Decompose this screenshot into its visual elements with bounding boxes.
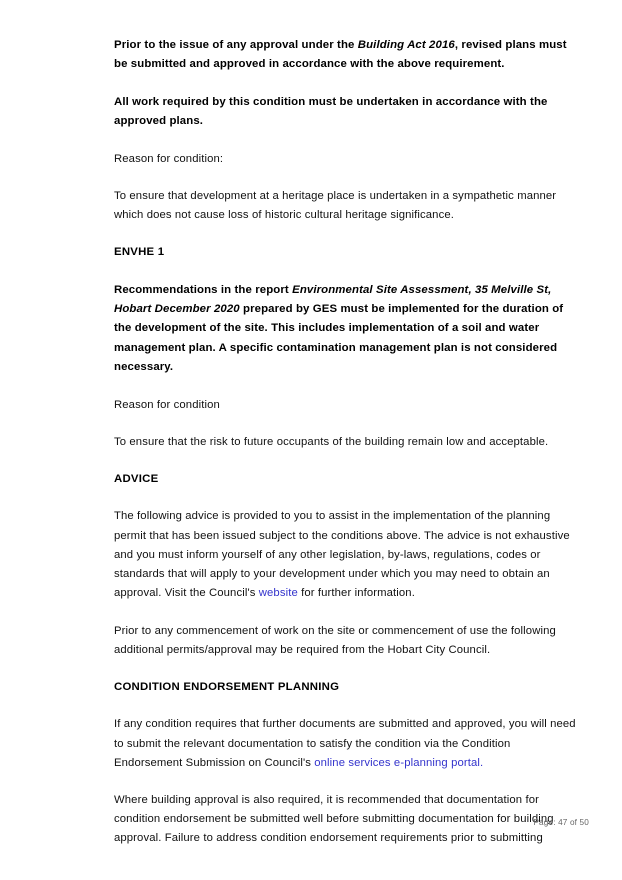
reason-for-condition-label-2: Reason for condition xyxy=(114,398,220,411)
heading-envhe-1: ENVHE 1 xyxy=(114,246,165,259)
page-number-footer: Page: 47 of 50 xyxy=(533,818,589,827)
advice-intro-paragraph xyxy=(114,507,579,603)
heading-condition-endorsement-planning: CONDITION ENDORSEMENT PLANNING xyxy=(114,680,340,693)
reason-for-condition-text-1: To ensure that development at a heritage place is undertaken in a sympathetic manner which does not cause loss of historic cultural heritage significance. xyxy=(114,189,557,222)
building-approval-paragraph: Where building approval is also required, it is recommended that documentation for condition endorsement be submitted well before submitting documentation for building approval. Failure to address condition endorsement requirements prior to submitting xyxy=(114,793,554,845)
condition-building-act-lead: Prior to the issue of any approval under the xyxy=(114,39,358,51)
condition-envhe-tail: prepared by GES must be implemented for the duration of the development of the site. This includes implementation of a soil and water management plan. A specific contamination management plan is not considered necessary. xyxy=(114,303,564,374)
eplanning-portal-link[interactable]: online services e-planning portal. xyxy=(314,756,484,769)
condition-endorsement-lead: If any condition requires that further documents are submitted and approved, you will need to submit the relevant documentation to satisfy the condition via the Condition Endorsement Submission on Council's xyxy=(114,718,576,769)
condition-envhe-lead: Recommendations in the report xyxy=(114,283,293,296)
condition-endorsement-submission-paragraph xyxy=(114,715,579,773)
reason-for-condition-label-1: Reason for condition: xyxy=(114,152,224,165)
heading-advice: ADVICE xyxy=(114,473,159,486)
advice-permits-paragraph: Prior to any commencement of work on the site or commencement of use the following additional permits/approval may be required from the Hobart City Council. xyxy=(114,624,556,656)
condition-building-act-tail: , revised plans must be submitted and approved in accordance with the above requirement. xyxy=(114,39,567,71)
building-act-citation: Building Act 2016 xyxy=(357,39,455,51)
condition-approved-plans-paragraph: All work required by this condition must be undertaken in accordance with the approved plans. xyxy=(114,95,548,128)
reason-for-condition-text-2: To ensure that the risk to future occupants of the building remain low and acceptable. xyxy=(114,435,549,448)
advice-intro-tail: for further information. xyxy=(297,587,415,600)
condition-envhe-paragraph xyxy=(114,281,579,378)
page-content xyxy=(114,36,579,866)
condition-building-act-paragraph xyxy=(114,36,579,75)
environmental-site-assessment-citation: Environmental Site Assessment, 35 Melville St, Hobart December 2020 xyxy=(114,283,552,316)
advice-intro-lead: The following advice is provided to you to assist in the implementation of the planning permit that has been issued subject to the conditions above. The advice is not exhaustive and you must inform yourself of any other legislation, by-laws, regulations, codes or standards that will apply to your development under which you may need to obtain an approval. Visit the Council's xyxy=(114,510,570,600)
council-website-link[interactable]: website xyxy=(258,587,298,600)
